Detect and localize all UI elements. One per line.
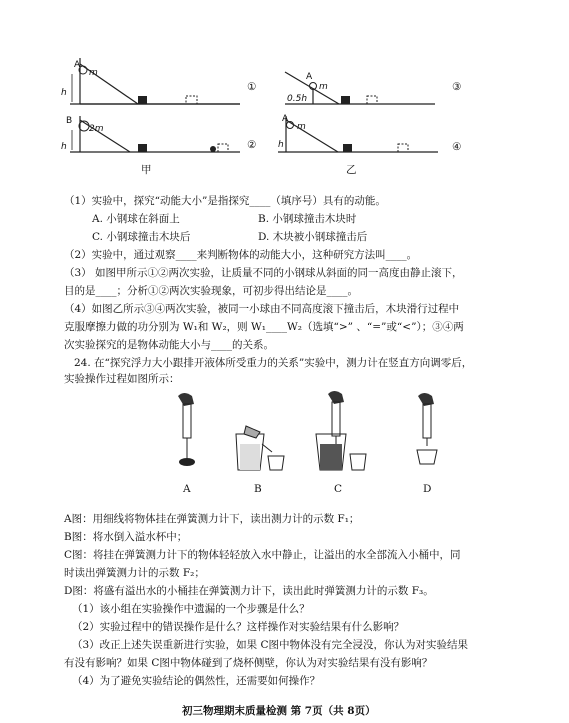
q24-subq2: （2）实验过程中的错误操作是什么？这样操作对实验结果有什么影响？ <box>72 621 405 633</box>
q23-option-c: C. 小钢球撞击木块后 <box>92 231 191 243</box>
figure-label-d: D <box>423 483 432 495</box>
q23-part2: （2）实验中，通过观察____来判断物体的动能大小，这种研究方法叫____。 <box>64 249 418 261</box>
mass-label-row1-left: m <box>89 68 98 78</box>
mass-label-row2-left: 2m <box>89 124 104 134</box>
figure-label-c: C <box>334 483 343 495</box>
q24-step-c-line2: 时读出弹簧测力计的示数 F₂； <box>64 567 205 579</box>
figure-number-1: ① <box>247 81 257 93</box>
experiment-figure-c <box>310 388 370 474</box>
mass-label-row1-right: m <box>319 82 328 92</box>
q23-option-d: D. 木块被小钢球撞击后 <box>258 231 368 243</box>
q24-intro-line2: 实验操作过程如图所示： <box>64 373 180 385</box>
diagram-row2-right <box>278 116 468 158</box>
q23-option-a: A. 小钢球在斜面上 <box>92 213 180 225</box>
q23-part3-line2: 目的是____；分析①②两次实验现象，可初步得出结论是____。 <box>64 285 358 297</box>
q23-option-b: B. 小钢球撞击木块时 <box>258 213 357 225</box>
q24-subq3-line1: （3）改正上述失误重新进行实验，如果 C图中物体没有完全浸没，你认为对实验结果 <box>72 639 469 651</box>
ball-label-row2-left: B <box>66 116 73 126</box>
page-footer: 初三物理期末质量检测 第 7页（共 8页） <box>182 705 376 717</box>
q23-part1: （1）实验中，探究“动能大小”是指探究____（填序号）具有的动能。 <box>64 195 386 207</box>
experiment-figure-d <box>412 390 442 474</box>
q24-subq1: （1）该小组在实验操作中遗漏的一个步骤是什么？ <box>72 603 310 615</box>
q23-part4-line2: 克服摩擦力做的功分别为 W₁和 W₂，则 W₁____W₂（选填“>” 、“=”或“<”）；③④两 <box>64 321 464 333</box>
q24-step-d: D图：将盛有溢出水的小桶挂在弹簧测力计下，读出此时弹簧测力计的示数 F₃。 <box>64 585 434 597</box>
figure-label-b: B <box>254 483 262 495</box>
q23-part3-line1: （3） 如图甲所示①②两次实验，让质量不同的小钢球从斜面的同一高度由静止滚下， <box>64 267 463 279</box>
ball-label-row1-left: A <box>74 60 81 70</box>
height-label-row2-left: h <box>61 142 67 152</box>
caption-jia: 甲 <box>141 164 152 176</box>
q24-subq3-line2: 有没有影响？如果 C图中物体碰到了烧杯侧壁，你认为对实验结果有没有影响？ <box>64 657 433 669</box>
experiment-figure-a <box>172 390 202 474</box>
figure-number-2: ② <box>247 139 257 151</box>
q24-step-a: A图：用细线将物体挂在弹簧测力计下，读出测力计的示数 F₁； <box>64 513 360 525</box>
figure-number-4: ④ <box>452 141 462 153</box>
q24-step-c-line1: C图：将挂在弹簧测力计下的物体轻轻放入水中静止，让溢出的水全部流入小桶中，同 <box>64 549 461 561</box>
height-label-row2-right: h <box>278 140 284 150</box>
mass-label-row2-right: m <box>297 122 306 132</box>
q24-subq4: （4）为了避免实验结论的偶然性，还需要如何操作？ <box>72 675 321 687</box>
q23-part4-line1: （4）如图乙所示③④两次实验，被同一小球由不同高度滚下撞击后，木块滑行过程中 <box>64 303 460 315</box>
q24-intro-line1: 24. 在“探究浮力大小跟排开液体所受重力的关系”实验中，测力计在竖直方向调零后， <box>74 357 473 369</box>
figure-label-a: A <box>183 483 191 495</box>
height-label-row1-right: 0.5h <box>287 94 308 104</box>
q24-step-b: B图：将水倒入溢水杯中； <box>64 531 188 543</box>
height-label-row1-left: h <box>61 88 67 98</box>
experiment-figure-b <box>232 426 292 474</box>
ball-label-row2-right: A <box>282 114 289 124</box>
figure-number-3: ③ <box>452 81 462 93</box>
ball-label-row1-right: A <box>306 72 313 82</box>
q23-part4-line3: 次实验探究的是物体动能大小与____的关系。 <box>64 339 274 351</box>
caption-yi: 乙 <box>346 164 357 176</box>
